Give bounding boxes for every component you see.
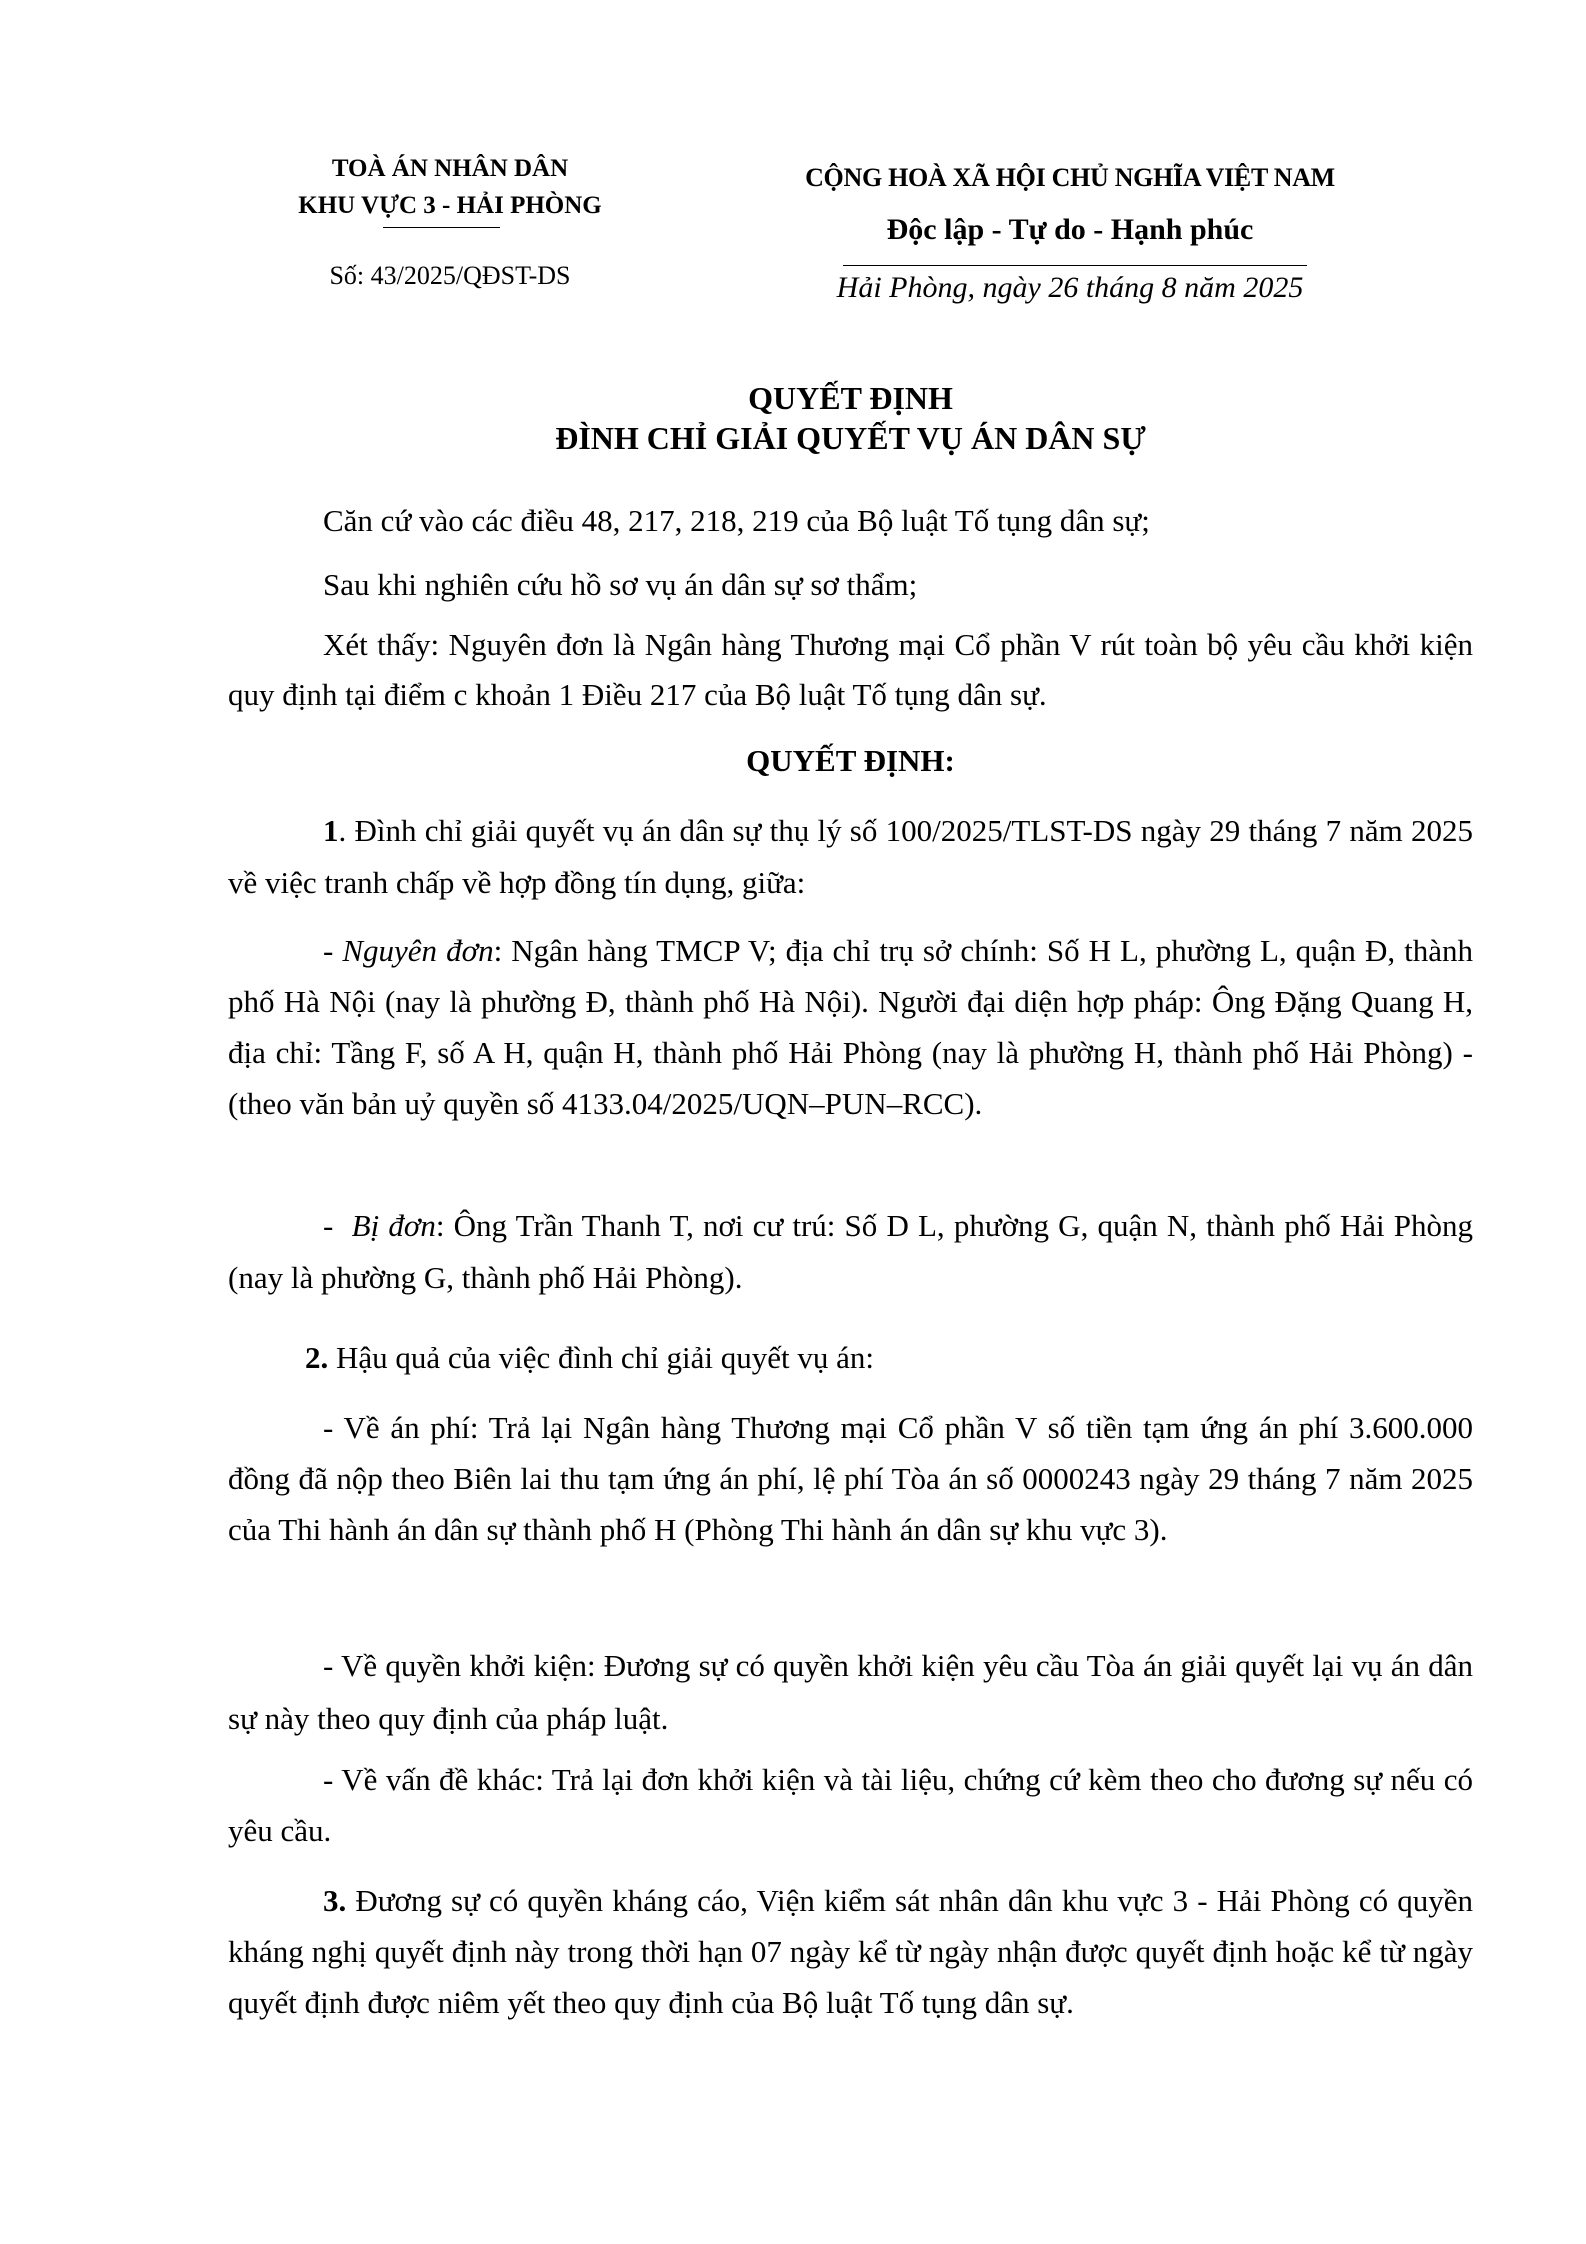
motto-underline (843, 265, 1307, 266)
item-1-number: 1 (323, 813, 339, 848)
defendant-dash: - (323, 1208, 352, 1243)
defendant-text: : Ông Trần Thanh T, nơi cư trú: Số D L, phường G, quận N, thành phố Hải Phòng (nay là phường G, thành phố Hải Phòng). (228, 1208, 1474, 1295)
court-region: KHU VỰC 3 - HẢI PHÒNG (298, 192, 602, 219)
defendant-paragraph (228, 1200, 1473, 1304)
plaintiff-text: : Ngân hàng TMCP V; địa chỉ trụ sở chính: Số H L, phường L, quận Đ, thành phố Hà Nội (nay là phường Đ, thành phố Hà Nội). Người đại diện hợp pháp: Ông Đặng Quang H, địa chỉ: Tầng F, số A H, quận H, thành phố Hải Phòng (nay là phường H, thành phố Hải Phòng) - (theo văn bản uỷ quyền số 4133.04/2025/UQN–PUN–RCC). (228, 933, 1473, 1121)
item-1-paragraph (228, 805, 1473, 909)
item-1-text: . Đình chỉ giải quyết vụ án dân sự thụ lý số 100/2025/TLST-DS ngày 29 tháng 7 năm 2025 về việc tranh chấp về hợp đồng tín dụng, giữa: (228, 813, 1473, 900)
right-to-sue-paragraph: - Về quyền khởi kiện: Đương sự có quyền khởi kiện yêu cầu Tòa án giải quyết lại vụ án dân sự này theo quy định của pháp luật. (228, 1648, 1473, 1736)
national-motto: Độc lập - Tự do - Hạnh phúc (886, 213, 1254, 246)
item-3-paragraph (228, 1875, 1473, 2028)
decision-heading: QUYẾT ĐỊNH: (746, 743, 955, 778)
review-paragraph: Sau khi nghiên cứu hồ sơ vụ án dân sự sơ thẩm; (323, 567, 918, 602)
item-2-paragraph (228, 1332, 1473, 1383)
decision-number: Số: 43/2025/QĐST-DS (329, 261, 571, 290)
finding-paragraph: Xét thấy: Nguyên đơn là Ngân hàng Thương mại Cổ phần V rút toàn bộ yêu cầu khởi kiện quy định tại điểm c khoản 1 Điều 217 của Bộ luật Tố tụng dân sự. (228, 627, 1473, 712)
national-title: CỘNG HOÀ XÃ HỘI CHỦ NGHĨA VIỆT NAM (805, 163, 1335, 192)
plaintiff-dash: - (323, 933, 343, 968)
defendant-label: Bị đơn (351, 1208, 436, 1243)
court-name: TOÀ ÁN NHÂN DÂN (331, 155, 569, 182)
basis-paragraph: Căn cứ vào các điều 48, 217, 218, 219 của Bộ luật Tố tụng dân sự; (323, 503, 1150, 538)
place-date: Hải Phòng, ngày 26 tháng 8 năm 2025 (836, 271, 1304, 304)
plaintiff-paragraph (228, 925, 1473, 1129)
item-3-number: 3. (323, 1883, 347, 1918)
plaintiff-label: Nguyên đơn (342, 933, 494, 968)
item-2-text: Hậu quả của việc đình chỉ giải quyết vụ án: (328, 1340, 875, 1375)
item-3-text: Đương sự có quyền kháng cáo, Viện kiểm sát nhân dân khu vực 3 - Hải Phòng có quyền kháng nghị quyết định này trong thời hạn 07 ngày kể từ ngày nhận được quyết định hoặc kể từ ngày quyết định được niêm yết theo quy định của Bộ luật Tố tụng dân sự. (228, 1883, 1473, 2020)
item-2-number: 2. (305, 1340, 329, 1375)
document-subtitle: ĐÌNH CHỈ GIẢI QUYẾT VỤ ÁN DÂN SỰ (555, 420, 1146, 456)
court-fee-paragraph: - Về án phí: Trả lại Ngân hàng Thương mại Cổ phần V số tiền tạm ứng án phí 3.600.000 đồng đã nộp theo Biên lai thu tạm ứng án phí, lệ phí Tòa án số 0000243 ngày 29 tháng 7 năm 2025 của Thi hành án dân sự thành phố H (Phòng Thi hành án dân sự khu vực 3). (228, 1410, 1473, 1547)
document-title: QUYẾT ĐỊNH (748, 380, 953, 416)
other-matters-paragraph: - Về vấn đề khác: Trả lại đơn khởi kiện và tài liệu, chứng cứ kèm theo cho đương sự nếu có yêu cầu. (228, 1762, 1473, 1848)
court-underline (383, 227, 500, 228)
